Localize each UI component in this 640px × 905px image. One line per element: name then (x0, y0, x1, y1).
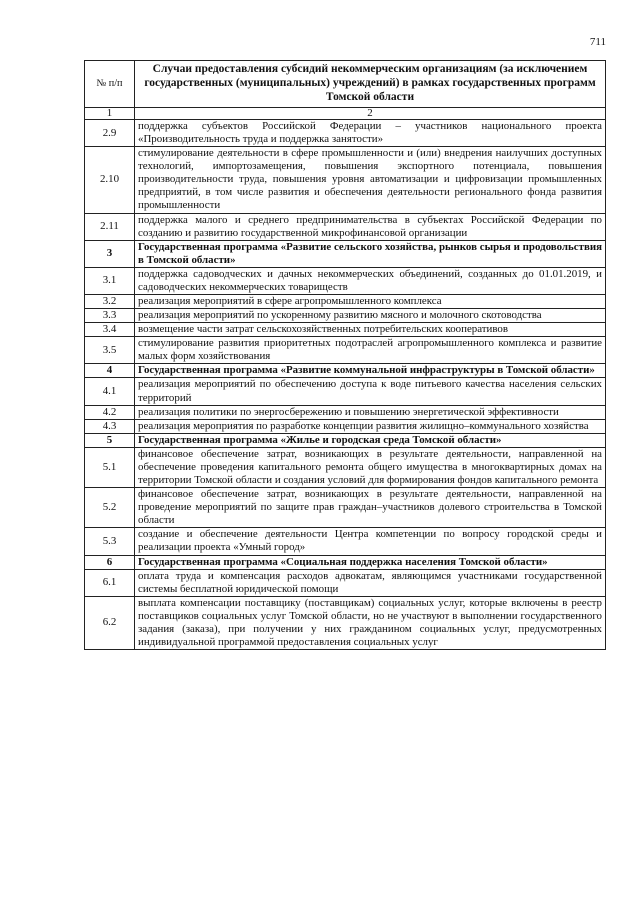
table-row (85, 447, 606, 487)
row-description: реализация политики по энергосбережению и повышению энергетической эффективности (135, 405, 606, 419)
table-row (85, 147, 606, 213)
header-title-col: Случаи предоставления субсидий некоммерческим организациям (за исключением государственных (муниципальных) учреждений) в рамках государственных программ Томской области (135, 61, 606, 108)
table-row (85, 419, 606, 433)
row-number: 6.1 (85, 569, 135, 596)
row-number: 5.3 (85, 528, 135, 555)
header-number-col: № п/п (85, 61, 135, 108)
table-row (85, 596, 606, 649)
program-title: Государственная программа «Жилье и городская среда Томской области» (135, 433, 606, 447)
index-cell-2: 2 (135, 108, 606, 120)
row-number: 6 (85, 555, 135, 569)
program-title: Государственная программа «Развитие коммунальной инфраструктуры в Томской области» (135, 364, 606, 378)
table-header-row (85, 61, 606, 108)
row-number: 4 (85, 364, 135, 378)
subsidy-table (84, 60, 606, 650)
row-number: 4.2 (85, 405, 135, 419)
row-number: 2.10 (85, 147, 135, 213)
program-heading-row (85, 364, 606, 378)
row-number: 3.3 (85, 309, 135, 323)
row-number: 5.2 (85, 488, 135, 528)
table-row (85, 488, 606, 528)
index-row (85, 108, 606, 120)
row-description: создание и обеспечение деятельности Центра компетенции по вопросу городской среды и реализации проекта «Умный город» (135, 528, 606, 555)
program-heading-row (85, 240, 606, 267)
table-row (85, 378, 606, 405)
row-number: 5.1 (85, 447, 135, 487)
row-number: 3.1 (85, 267, 135, 294)
row-description: возмещение части затрат сельскохозяйственных потребительских кооперативов (135, 323, 606, 337)
table-row (85, 213, 606, 240)
table-row (85, 337, 606, 364)
row-description: реализация мероприятий по ускоренному развитию мясного и молочного скотоводства (135, 309, 606, 323)
table-row (85, 295, 606, 309)
row-number: 4.3 (85, 419, 135, 433)
table-row (85, 267, 606, 294)
row-description: финансовое обеспечение затрат, возникающих в результате деятельности, направленной на обеспечение проведения капитального ремонта общего имущества в многоквартирных домах на территории Томской области и создания условий для формирования фондов капитального ремонта (135, 447, 606, 487)
row-description: реализация мероприятий по обеспечению доступа к воде питьевого качества населения сельских территорий (135, 378, 606, 405)
table-body (85, 120, 606, 650)
program-heading-row (85, 433, 606, 447)
row-number: 2.11 (85, 213, 135, 240)
row-description: финансовое обеспечение затрат, возникающих в результате деятельности, направленной на проведение мероприятий по защите прав граждан–участников долевого строительства в Томской области (135, 488, 606, 528)
program-title: Государственная программа «Социальная поддержка населения Томской области» (135, 555, 606, 569)
row-number: 3.4 (85, 323, 135, 337)
row-number: 3.2 (85, 295, 135, 309)
row-description: реализация мероприятий в сфере агропромышленного комплекса (135, 295, 606, 309)
index-cell-1: 1 (85, 108, 135, 120)
row-description: оплата труда и компенсация расходов адвокатам, являющимся участниками государственной системы бесплатной юридической помощи (135, 569, 606, 596)
program-heading-row (85, 555, 606, 569)
table-row (85, 309, 606, 323)
table-row (85, 405, 606, 419)
row-number: 6.2 (85, 596, 135, 649)
program-title: Государственная программа «Развитие сельского хозяйства, рынков сырья и продовольствия в Томской области» (135, 240, 606, 267)
row-number: 3.5 (85, 337, 135, 364)
page-number: 711 (589, 36, 606, 48)
row-number: 2.9 (85, 120, 135, 147)
table-row (85, 120, 606, 147)
table-row (85, 323, 606, 337)
table-row (85, 528, 606, 555)
row-description: реализация мероприятия по разработке концепции развития жилищно–коммунального хозяйства (135, 419, 606, 433)
row-description: стимулирование деятельности в сфере промышленности и (или) внедрения наилучших доступных технологий, импортозамещения, повышения экспортного потенциала, повышения производительности труда, повышения уровня автоматизации и цифровизации промышленных предприятий, в том числе развития и обеспечения деятельности регионального фонда развития промышленности (135, 147, 606, 213)
row-description: стимулирование развития приоритетных подотраслей агропромышленного комплекса и развитие малых форм хозяйствования (135, 337, 606, 364)
row-description: поддержка садоводческих и дачных некоммерческих объединений, созданных до 01.01.2019, и садоводческих некоммерческих товариществ (135, 267, 606, 294)
table-row (85, 569, 606, 596)
row-description: поддержка малого и среднего предпринимательства в субъектах Российской Федерации по созданию и развитию государственной микрофинансовой организации (135, 213, 606, 240)
row-number: 5 (85, 433, 135, 447)
row-number: 3 (85, 240, 135, 267)
row-number: 4.1 (85, 378, 135, 405)
row-description: поддержка субъектов Российской Федерации – участников национального проекта «Производительность труда и поддержка занятости» (135, 120, 606, 147)
row-description: выплата компенсации поставщику (поставщикам) социальных услуг, которые включены в реестр поставщиков социальных услуг Томской области, но не участвуют в выполнении государственного задания (заказа), при получении у них гражданином социальных услуг, предусмотренных индивидуальной программой предоставления социальных услуг (135, 596, 606, 649)
